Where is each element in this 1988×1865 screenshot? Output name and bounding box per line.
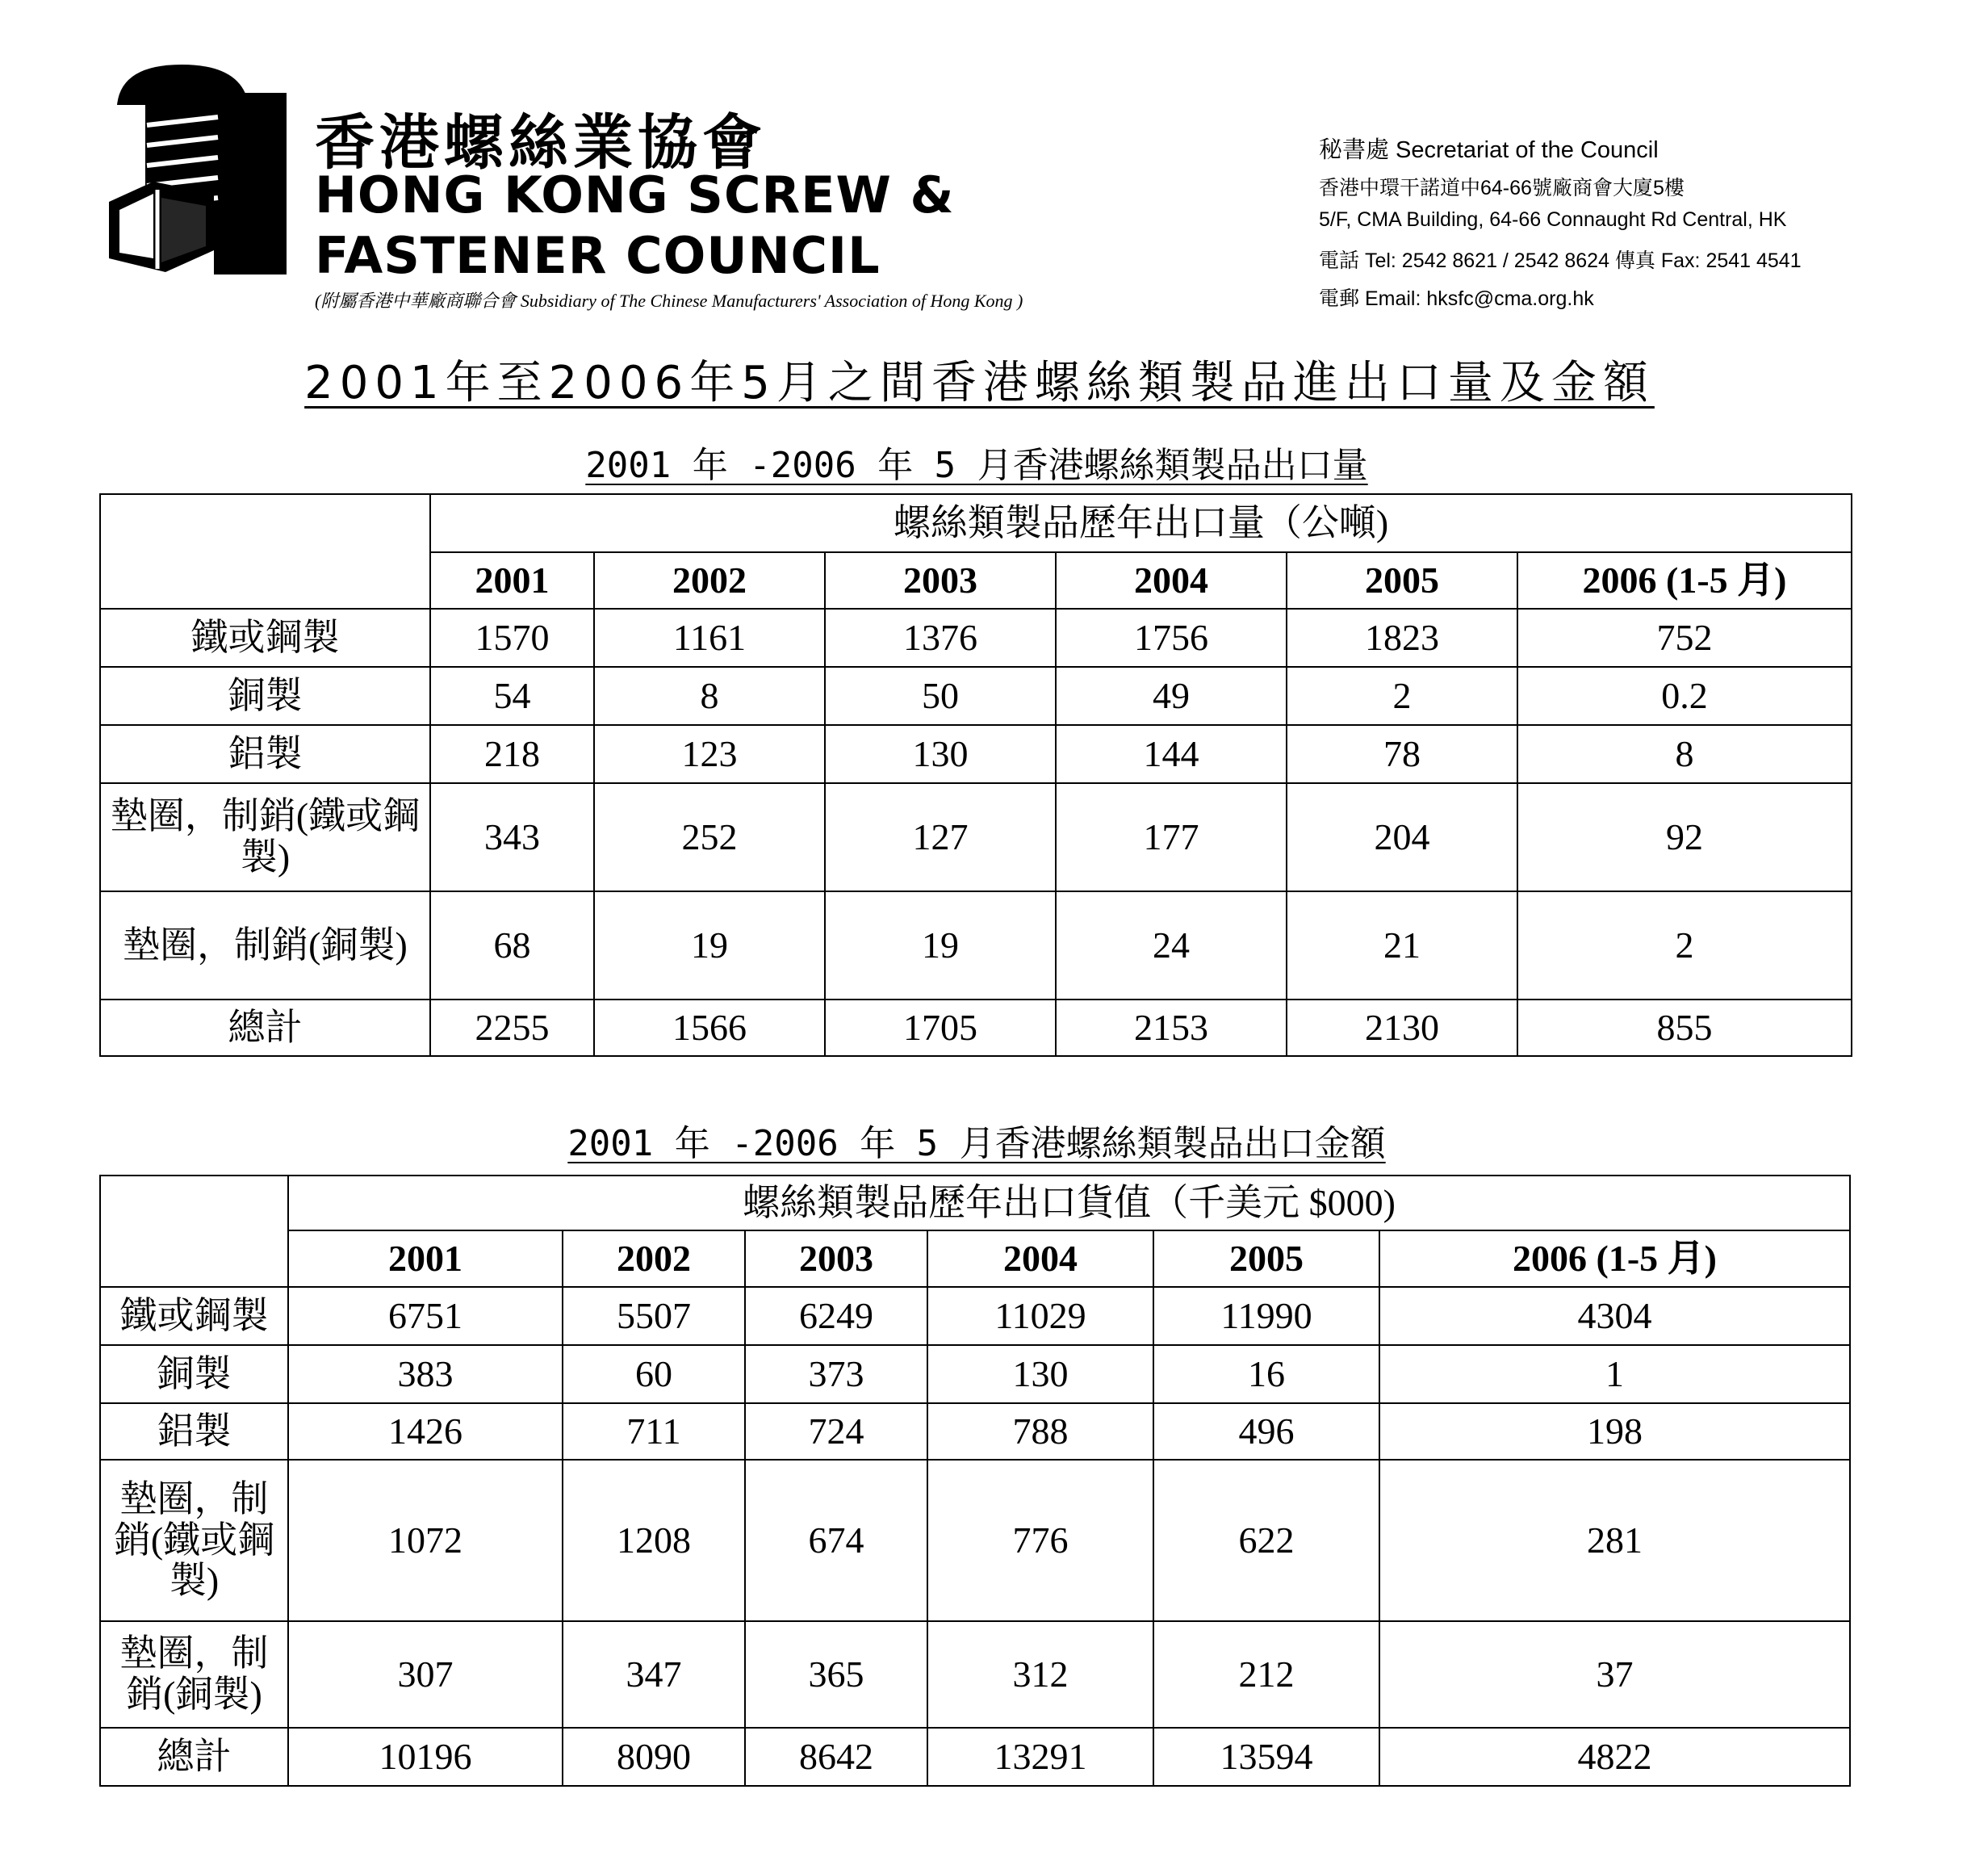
total-row [100, 1728, 1850, 1786]
data-cell: 54 [430, 667, 594, 725]
data-cell: 1705 [825, 1000, 1056, 1056]
table-row [100, 1345, 1850, 1403]
org-name-en-line1: HONG KONG SCREW & [315, 166, 955, 224]
table-row [100, 725, 1852, 783]
data-cell: 212 [1153, 1621, 1379, 1728]
table-row [100, 1403, 1850, 1460]
data-cell: 0.2 [1517, 667, 1852, 725]
data-cell: 5507 [563, 1287, 745, 1345]
data-cell: 37 [1379, 1621, 1850, 1728]
data-cell: 6249 [745, 1287, 927, 1345]
data-cell: 10196 [288, 1728, 563, 1786]
main-title: 2001年至2006年5月之間香港螺絲類製品進出口量及金額 [304, 357, 1655, 409]
data-cell: 312 [927, 1621, 1153, 1728]
data-cell: 6751 [288, 1287, 563, 1345]
row-label: 墊圈，制銷(銅製) [100, 891, 430, 1000]
year-header: 2005 [1153, 1230, 1379, 1287]
year-header: 2001 [430, 552, 594, 609]
row-label: 墊圈，制銷(鐵或鋼製) [100, 783, 430, 891]
data-cell: 130 [927, 1345, 1153, 1403]
data-cell: 674 [745, 1460, 927, 1621]
data-cell: 1 [1379, 1345, 1850, 1403]
data-cell: 144 [1056, 725, 1287, 783]
data-cell: 2 [1287, 667, 1517, 725]
data-cell: 68 [430, 891, 594, 1000]
data-cell: 8090 [563, 1728, 745, 1786]
data-cell: 307 [288, 1621, 563, 1728]
data-cell: 1426 [288, 1403, 563, 1460]
export-volume-table [99, 493, 1852, 1057]
data-cell: 1756 [1056, 609, 1287, 667]
data-cell: 4304 [1379, 1287, 1850, 1345]
year-header: 2003 [825, 552, 1056, 609]
data-cell: 622 [1153, 1460, 1379, 1621]
data-cell: 60 [563, 1345, 745, 1403]
table2-title: 2001 年 -2006 年 5 月香港螺絲類製品出口金額 [567, 1123, 1386, 1164]
subsidiary-note: (附屬香港中華廠商聯合會 Subsidiary of The Chinese Manufacturers' Association of Hong Kong ) [315, 291, 1023, 311]
table-row [100, 609, 1852, 667]
data-cell: 383 [288, 1345, 563, 1403]
year-header: 2002 [594, 552, 825, 609]
table-row [100, 667, 1852, 725]
table-row [100, 1287, 1850, 1345]
row-label: 墊圈，制銷(銅製) [100, 1621, 288, 1728]
group-header: 螺絲類製品歷年出口貨值（千美元 $000) [288, 1176, 1850, 1230]
table1-title: 2001 年 -2006 年 5 月香港螺絲類製品出口量 [585, 445, 1368, 486]
data-cell: 496 [1153, 1403, 1379, 1460]
data-cell: 365 [745, 1621, 927, 1728]
year-header: 2006 (1-5 月) [1517, 552, 1852, 609]
data-cell: 204 [1287, 783, 1517, 891]
council-logo [105, 61, 291, 275]
table-row [100, 783, 1852, 891]
data-cell: 1376 [825, 609, 1056, 667]
year-header: 2003 [745, 1230, 927, 1287]
data-cell: 1570 [430, 609, 594, 667]
data-cell: 13291 [927, 1728, 1153, 1786]
data-cell: 11029 [927, 1287, 1153, 1345]
data-cell: 49 [1056, 667, 1287, 725]
data-cell: 8642 [745, 1728, 927, 1786]
row-label: 鐵或鋼製 [100, 609, 430, 667]
data-cell: 281 [1379, 1460, 1850, 1621]
data-cell: 1208 [563, 1460, 745, 1621]
phone-fax: 電話 Tel: 2542 8621 / 2542 8624 傳真 Fax: 2541 4541 [1319, 249, 1802, 272]
data-cell: 13594 [1153, 1728, 1379, 1786]
row-label: 銅製 [100, 1345, 288, 1403]
data-cell: 123 [594, 725, 825, 783]
row-label: 鐵或鋼製 [100, 1287, 288, 1345]
data-cell: 127 [825, 783, 1056, 891]
address-en: 5/F, CMA Building, 64-66 Connaught Rd Central, HK [1319, 208, 1787, 231]
data-cell: 1823 [1287, 609, 1517, 667]
data-cell: 130 [825, 725, 1056, 783]
data-cell: 343 [430, 783, 594, 891]
data-cell: 776 [927, 1460, 1153, 1621]
org-name-en-line2: FASTENER COUNCIL [315, 226, 881, 285]
corner-cell [100, 494, 430, 609]
group-header: 螺絲類製品歷年出口量（公噸) [430, 494, 1852, 552]
row-label: 鋁製 [100, 725, 430, 783]
data-cell: 2 [1517, 891, 1852, 1000]
data-cell: 4822 [1379, 1728, 1850, 1786]
data-cell: 1566 [594, 1000, 825, 1056]
data-cell: 92 [1517, 783, 1852, 891]
data-cell: 2130 [1287, 1000, 1517, 1056]
secretariat-label: 秘書處 Secretariat of the Council [1319, 137, 1659, 163]
data-cell: 8 [594, 667, 825, 725]
year-header: 2004 [1056, 552, 1287, 609]
table-row [100, 1621, 1850, 1728]
email: 電郵 Email: hksfc@cma.org.hk [1319, 287, 1594, 310]
year-header: 2006 (1-5 月) [1379, 1230, 1850, 1287]
row-label: 銅製 [100, 667, 430, 725]
row-label: 總計 [100, 1728, 288, 1786]
year-header: 2005 [1287, 552, 1517, 609]
screw-bolt-logo-icon [105, 61, 291, 275]
data-cell: 50 [825, 667, 1056, 725]
export-value-table [99, 1175, 1851, 1787]
row-label: 總計 [100, 1000, 430, 1056]
data-cell: 855 [1517, 1000, 1852, 1056]
year-header: 2004 [927, 1230, 1153, 1287]
data-cell: 19 [594, 891, 825, 1000]
table-row [100, 891, 1852, 1000]
data-cell: 1072 [288, 1460, 563, 1621]
data-cell: 2153 [1056, 1000, 1287, 1056]
data-cell: 21 [1287, 891, 1517, 1000]
data-cell: 724 [745, 1403, 927, 1460]
address-zh: 香港中環干諾道中64-66號廠商會大廈5樓 [1319, 177, 1685, 199]
data-cell: 16 [1153, 1345, 1379, 1403]
data-cell: 2255 [430, 1000, 594, 1056]
data-cell: 711 [563, 1403, 745, 1460]
data-cell: 218 [430, 725, 594, 783]
corner-cell [100, 1176, 288, 1287]
year-header: 2001 [288, 1230, 563, 1287]
data-cell: 347 [563, 1621, 745, 1728]
data-cell: 19 [825, 891, 1056, 1000]
row-label: 墊圈，制銷(鐵或鋼製) [100, 1460, 288, 1621]
data-cell: 8 [1517, 725, 1852, 783]
data-cell: 11990 [1153, 1287, 1379, 1345]
org-name-zh: 香港螺絲業協會 [315, 108, 767, 178]
data-cell: 373 [745, 1345, 927, 1403]
row-label: 鋁製 [100, 1403, 288, 1460]
data-cell: 1161 [594, 609, 825, 667]
data-cell: 78 [1287, 725, 1517, 783]
data-cell: 252 [594, 783, 825, 891]
data-cell: 24 [1056, 891, 1287, 1000]
data-cell: 177 [1056, 783, 1287, 891]
year-header: 2002 [563, 1230, 745, 1287]
table-row [100, 1460, 1850, 1621]
total-row [100, 1000, 1852, 1056]
data-cell: 752 [1517, 609, 1852, 667]
data-cell: 788 [927, 1403, 1153, 1460]
data-cell: 198 [1379, 1403, 1850, 1460]
